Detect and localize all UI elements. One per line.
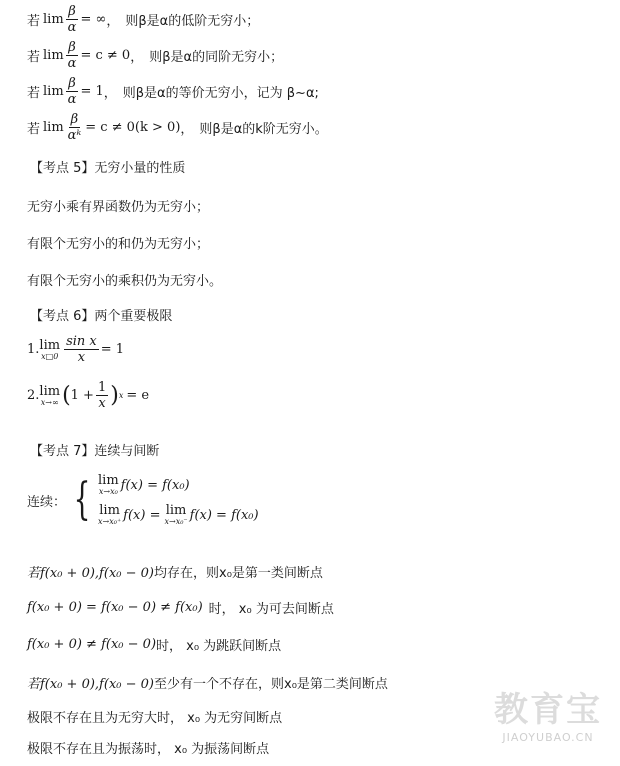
left-brace: { (73, 474, 91, 525)
limit-line-3 (27, 76, 319, 107)
lim-text: lim (39, 337, 61, 353)
limit-line-1 (27, 4, 259, 35)
index: 1. (27, 342, 40, 357)
limit-line-4 (27, 112, 328, 143)
lim-subscript: x□0 (41, 351, 59, 361)
continuity-definition (27, 470, 259, 530)
discontinuity-math: f(x₀ + 0) = f(x₀ − 0) ≠ f(x₀) (27, 600, 203, 615)
numerator: β (68, 76, 76, 91)
lim-text: lim (99, 503, 120, 518)
fraction (66, 76, 79, 107)
discontinuity-text: 至少有一个不存在，则x₀是第二类间断点 (154, 677, 388, 692)
denominator: x (77, 350, 86, 365)
lim-block (98, 504, 121, 526)
rhs: = ∞ (80, 12, 107, 27)
discontinuity-math: 若f(x₀ + 0),f(x₀ − 0) (27, 566, 154, 581)
watermark-url: JIAOYUBAO.CN (502, 731, 594, 744)
conclusion-text: 则β是α的等价无穷小，记为 β~α; (122, 86, 319, 101)
property-item-1: 无穷小乘有界函数仍为无穷小； (27, 200, 210, 215)
condition-expr: f(x) = f(x₀) (120, 477, 190, 493)
discontinuity-text: 时， x₀ 为跳跃间断点 (156, 639, 282, 654)
rhs: = e (126, 388, 150, 403)
denominator: αᵏ (67, 128, 82, 143)
numerator: sin x (66, 334, 97, 349)
lim-block (98, 474, 119, 496)
separator: ， (103, 86, 117, 101)
fraction (66, 40, 79, 71)
rhs: = 1 (100, 342, 125, 357)
one-plus: 1 + (70, 388, 94, 403)
lim-subscript: x→x₀ (98, 487, 118, 496)
separator: ， (180, 122, 194, 137)
index: 2. (27, 388, 40, 403)
numerator: β (68, 4, 76, 19)
discontinuity-text: 均存在，则x₀是第一类间断点 (154, 566, 323, 581)
section-title-kaodian5: 【考点 5】无穷小量的性质 (30, 161, 186, 176)
rhs: = c ≠ 0 (80, 48, 131, 63)
fraction (66, 112, 84, 143)
condition-row-1 (98, 470, 259, 500)
right-paren: ) (110, 382, 119, 408)
ruo-text: 若 (27, 14, 41, 29)
fraction (64, 334, 99, 365)
lim-text: lim (43, 12, 64, 27)
infinite-discontinuity: 极限不存在且为无穷大时， x₀ 为无穷间断点 (27, 711, 283, 726)
continuity-label: 连续： (27, 494, 67, 510)
numerator: β (70, 112, 79, 127)
important-limit-1 (27, 334, 124, 365)
condition-row-2 (98, 500, 259, 530)
lim-text: lim (43, 84, 64, 99)
numerator: 1 (97, 380, 107, 395)
discontinuity-math: f(x₀ + 0) ≠ f(x₀ − 0) (27, 637, 157, 652)
separator: ， (130, 50, 144, 65)
lim-text: lim (98, 473, 119, 488)
left-paren: ( (62, 382, 71, 408)
property-item-3: 有限个无穷小的乘积仍为无穷小。 (27, 274, 223, 289)
lim-block (39, 339, 60, 361)
separator: ， (106, 14, 120, 29)
lim-subscript: x→x₀⁻ (164, 517, 188, 526)
lim-block (39, 385, 60, 407)
fraction (96, 380, 108, 411)
lim-subscript: x→∞ (40, 397, 59, 407)
condition-expr: f(x) = f(x₀) (189, 507, 259, 523)
property-item-2: 有限个无穷小的和仍为无穷小； (27, 237, 210, 252)
discontinuity-math: 若f(x₀ + 0),f(x₀ − 0) (27, 677, 154, 692)
lim-text: lim (43, 120, 64, 135)
limit-line-2 (27, 40, 283, 71)
rhs: = 1 (80, 84, 104, 99)
denominator: α (67, 56, 77, 71)
ruo-text: 若 (27, 86, 41, 101)
conclusion-text: 则β是α的低阶无穷小； (125, 14, 260, 29)
discontinuity-first-kind (27, 562, 323, 581)
denominator: x (98, 396, 106, 411)
lim-text: lim (43, 48, 64, 63)
ruo-text: 若 (27, 122, 41, 137)
lim-text: lim (39, 383, 61, 399)
lim-block (164, 504, 187, 526)
denominator: α (67, 20, 77, 35)
oscillating-discontinuity: 极限不存在且为振荡时， x₀ 为振荡间断点 (27, 742, 270, 757)
numerator: β (68, 40, 76, 55)
lim-subscript: x→x₀⁺ (98, 517, 122, 526)
watermark-logo (494, 682, 602, 744)
section-title-kaodian6: 【考点 6】两个重要极限 (30, 309, 173, 324)
rhs: = c ≠ 0(k > 0) (85, 120, 181, 135)
lim-text: lim (165, 503, 187, 518)
conclusion-text: 则β是α的k阶无穷小。 (199, 122, 328, 137)
watermark-brand: 教育宝 (494, 690, 602, 730)
fraction (66, 4, 79, 35)
continuity-conditions (98, 470, 259, 530)
section-title-kaodian7: 【考点 7】连续与间断 (30, 444, 160, 459)
ruo-text: 若 (27, 50, 41, 65)
conclusion-text: 则β是α的同阶无穷小； (149, 50, 284, 65)
jump-discontinuity (27, 635, 281, 654)
important-limit-2 (27, 380, 149, 411)
discontinuity-second-kind (27, 673, 388, 692)
denominator: α (67, 92, 77, 107)
removable-discontinuity (27, 598, 334, 617)
condition-expr: f(x) = (123, 507, 161, 523)
discontinuity-text: 时， x₀ 为可去间断点 (208, 602, 334, 617)
exponent: x (118, 391, 124, 400)
